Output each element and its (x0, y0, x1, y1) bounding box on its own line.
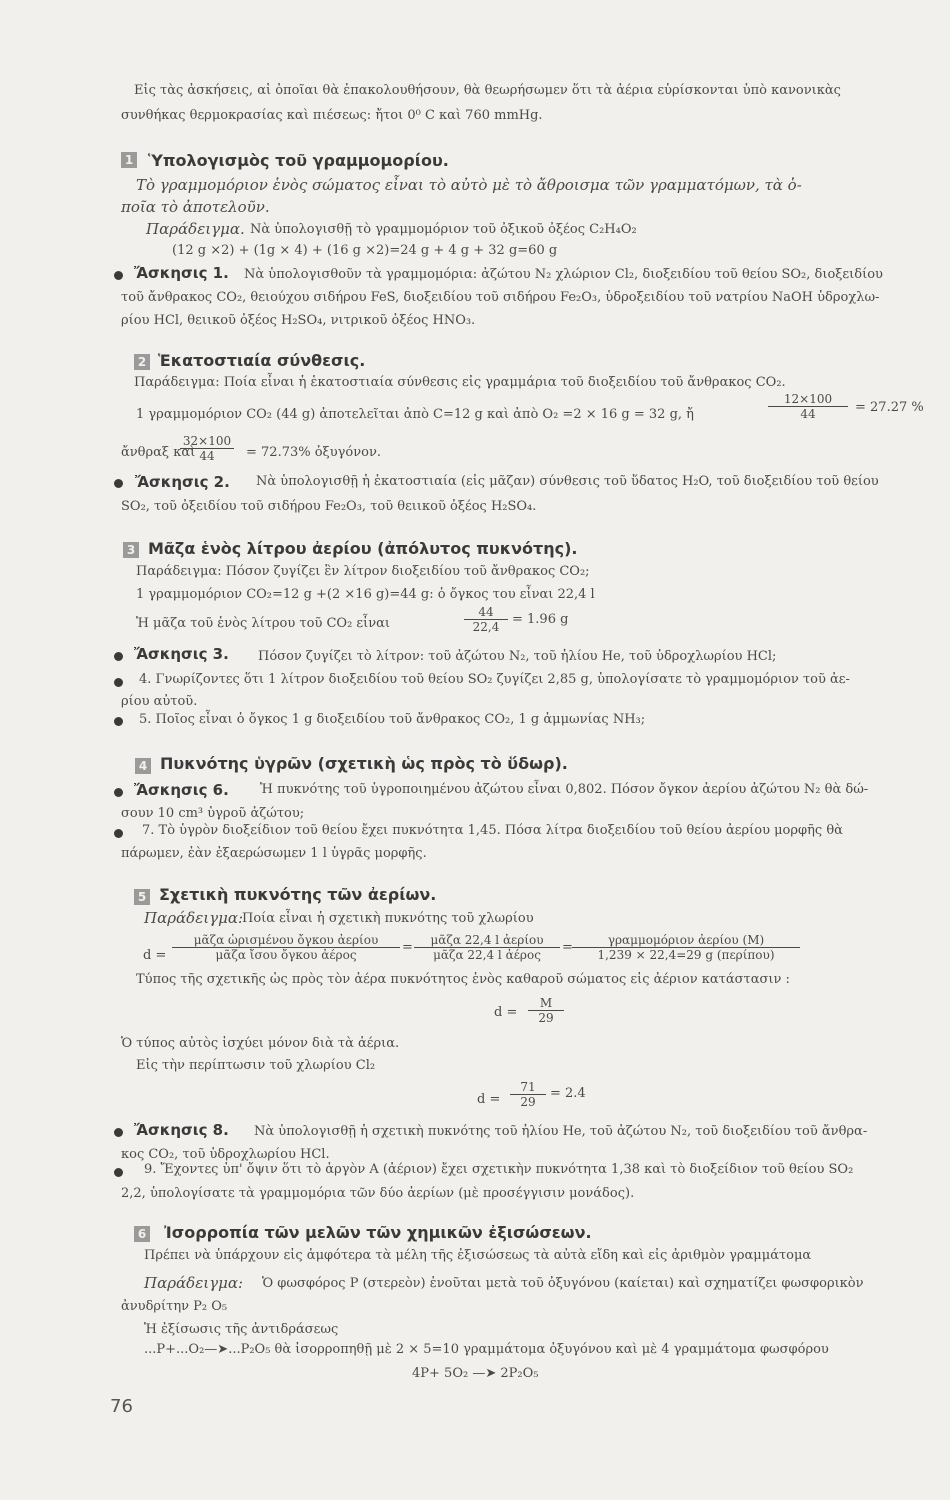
fraction (172, 933, 400, 962)
fraction-numerator: M (528, 996, 564, 1011)
example-text: Παράδειγμα: Ποία εἶναι ἡ ἑκατοστιαία σύνθεσις εἰς γραμμάρια τοῦ διοξειδίου τοῦ ἄνθρακος CO₂. (134, 375, 786, 390)
fraction-denominator: 29 (520, 1095, 536, 1109)
fraction-denominator: 22,4 (472, 620, 500, 634)
note-text: Εἰς τὴν περίπτωσιν τοῦ χλωρίου Cl₂ (136, 1058, 376, 1073)
bullet-icon (114, 479, 123, 488)
calculation-line: ἄνθραξ καὶ (121, 445, 196, 460)
intro-line-2: συνθήκας θερμοκρασίας καὶ πιέσεως: ἤτοι 0⁰ C καὶ 760 mmHg. (121, 108, 543, 123)
exercise-text: 5. Ποῖος εἶναι ὁ ὄγκος 1 g διοξειδίου τοῦ ἄνθρακος CO₂, 1 g ἀμμωνίας NH₃; (139, 712, 646, 727)
fraction-numerator: 44 (464, 605, 508, 620)
fraction (572, 933, 800, 962)
exercise-label: Ἄσκησις 6. (134, 781, 229, 799)
fraction-numerator: 71 (510, 1080, 546, 1095)
exercise-text: SO₂, τοῦ ὀξειδίου τοῦ σιδήρου Fe₂O₃, τοῦ θειικοῦ ὀξέος H₂SO₄. (121, 499, 537, 514)
example-text: Νὰ ὑπολογισθῇ τὸ γραμμομόριον τοῦ ὀξικοῦ ὀξέος C₂H₄O₂ (250, 222, 637, 237)
exercise-text: πάρωμεν, ἐὰν ἐξαερώσωμεν 1 l ὑγρᾶς μορφῆς. (121, 846, 427, 861)
exercise-label: Ἄσκησις 2. (135, 473, 230, 491)
fraction-denominator: 29 (538, 1011, 554, 1025)
exercise-text: ρίου HCl, θειικοῦ ὀξέος H₂SO₄, νιτρικοῦ ὀξέος HNO₃. (121, 313, 476, 328)
section-number-box: 5 (134, 889, 150, 905)
fraction (528, 996, 564, 1025)
fraction-numerator: μᾶζα 22,4 l ἀερίου (414, 933, 560, 948)
result: = 2.4 (550, 1086, 586, 1101)
fraction-numerator: μᾶζα ὡρισμένου ὄγκου ἀερίου (172, 933, 400, 948)
chemical-equation: 4P+ 5O₂ —➤ 2P₂O₅ (412, 1366, 539, 1381)
fraction-denominator: 1,239 × 22,4=29 g (περίπου) (597, 948, 775, 962)
formula-d-label: d = (477, 1092, 501, 1107)
example-label: Παράδειγμα: (144, 909, 244, 927)
exercise-label: Ἄσκησις 8. (134, 1121, 229, 1139)
bullet-icon (114, 717, 123, 726)
example-text: Παράδειγμα: Πόσον ζυγίζει ἓν λίτρον διοξειδίου τοῦ ἄνθρακος CO₂; (136, 564, 590, 579)
section-heading: Ἑκατοστιαία σύνθεσις. (158, 351, 366, 370)
result: = 1.96 g (512, 612, 569, 627)
exercise-text: ρίου αὐτοῦ. (121, 694, 198, 709)
result: = 27.27 % (855, 400, 924, 415)
body-text: Ἡ ἐξίσωσις τῆς ἀντιδράσεως (144, 1322, 339, 1337)
exercise-text: Νὰ ὑπολογισθοῦν τὰ γραμμομόρια: ἀζώτου N₂ χλώριον Cl₂, διοξειδίου τοῦ θείου SO₂, διοξειδίου (244, 267, 883, 282)
exercise-text: 4. Γνωρίζοντες ὅτι 1 λίτρον διοξειδίου τοῦ θείου SO₂ ζυγίζει 2,85 g, ὑπολογίσατε τὸ γραμμομόριον τοῦ ἀε- (139, 672, 850, 687)
formula-description: Τύπος τῆς σχετικῆς ὡς πρὸς τὸν ἀέρα πυκνότητος ἑνὸς καθαροῦ σώματος εἰς ἀέριον κατάστασιν : (136, 972, 790, 987)
section-number-box: 3 (123, 542, 139, 558)
exercise-label: Ἄσκησις 1. (134, 264, 229, 282)
section-heading: Μᾶζα ἑνὸς λίτρου ἀερίου (ἀπόλυτος πυκνότης). (148, 539, 578, 558)
exercise-text: 2,2, ὑπολογίσατε τὰ γραμμομόρια τῶν δύο ἀερίων (μὲ προσέγγισιν μονάδος). (121, 1186, 635, 1201)
result: = 72.73% ὀξυγόνον. (246, 445, 381, 460)
bullet-icon (114, 652, 123, 661)
note-text: Ὁ τύπος αὐτὸς ἰσχύει μόνον διὰ τὰ ἀέρια. (121, 1036, 400, 1051)
fraction (180, 434, 234, 463)
exercise-text: Πόσον ζυγίζει τὸ λίτρον: τοῦ ἀζώτου N₂, τοῦ ἡλίου He, τοῦ ὑδροχλωρίου HCl; (258, 649, 777, 664)
fraction-denominator: 44 (199, 449, 215, 463)
equals-sign: = (562, 940, 573, 955)
section-number-box: 4 (135, 758, 151, 774)
section-heading: Σχετικὴ πυκνότης τῶν ἀερίων. (159, 885, 437, 904)
exercise-label: Ἄσκησις 3. (134, 645, 229, 663)
bullet-icon (114, 1168, 123, 1177)
fraction-numerator: 12×100 (768, 392, 848, 407)
bullet-icon (114, 829, 123, 838)
calculation-line: Ἡ μᾶζα τοῦ ἑνὸς λίτρου τοῦ CO₂ εἶναι (136, 616, 391, 631)
intro-line-1: Εἰς τὰς ἀσκήσεις, αἱ ὁποῖαι θὰ ἐπακολουθήσουν, θὰ θεωρήσωμεν ὅτι τὰ ἀέρια εὑρίσκονται ὑπὸ κανονικὰς (134, 83, 841, 98)
section-number-box: 1 (121, 152, 137, 168)
bullet-icon (114, 788, 123, 797)
exercise-text: Νὰ ὑπολογισθῇ ἡ ἑκατοστιαία (εἰς μᾶζαν) σύνθεσις τοῦ ὕδατος H₂O, τοῦ διοξειδίου τοῦ θείου (256, 474, 879, 489)
section-number-box: 2 (134, 354, 150, 370)
body-text: ...P+...O₂—➤...P₂O₅ θὰ ἰσορροπηθῇ μὲ 2 × 5=10 γραμμάτομα ὀξυγόνου καὶ μὲ 4 γραμμάτομα φωσφόρου (144, 1342, 829, 1357)
fraction (510, 1080, 546, 1109)
body-text: Πρέπει νὰ ὑπάρχουν εἰς ἀμφότερα τὰ μέλη τῆς ἐξισώσεως τὰ αὐτὰ εἴδη καὶ εἰς ἀριθμὸν γραμμάτομα (144, 1248, 812, 1263)
fraction-denominator: 44 (800, 407, 816, 421)
exercise-text: Ἡ πυκνότης τοῦ ὑγροποιημένου ἀζώτου εἶναι 0,802. Πόσον ὄγκον ἀερίου ἀζώτου N₂ θὰ δώ- (260, 782, 869, 797)
exercise-text: 9. Ἔχοντες ὑπ' ὄψιν ὅτι τὸ ἀργὸν A (ἀέριον) ἔχει σχετικὴν πυκνότητα 1,38 καὶ τὸ διοξείδιον τοῦ θείου SO₂ (144, 1162, 854, 1177)
calculation-line: 1 γραμμομόριον CO₂=12 g +(2 ×16 g)=44 g: ὁ ὄγκος του εἶναι 22,4 l (136, 587, 595, 602)
fraction-numerator: 32×100 (180, 434, 234, 449)
section-heading: Ὑπολογισμὸς τοῦ γραμμομορίου. (148, 151, 449, 170)
example-label: Παράδειγμα. (146, 220, 245, 238)
section-heading: Ἰσορροπία τῶν μελῶν τῶν χημικῶν ἐξισώσεων. (164, 1223, 592, 1242)
page-number: 76 (110, 1396, 133, 1417)
formula-d-label: d = (494, 1005, 518, 1020)
exercise-text: 7. Τὸ ὑγρὸν διοξείδιον τοῦ θείου ἔχει πυκνότητα 1,45. Πόσα λίτρα διοξειδίου τοῦ θείου ἀερίου μορφῆς θὰ (142, 823, 843, 838)
exercise-text: σουν 10 cm³ ὑγροῦ ἀζώτου; (121, 806, 305, 821)
example-label: Παράδειγμα: (144, 1274, 244, 1292)
fraction (464, 605, 508, 634)
example-text: Ὁ φωσφόρος P (στερεὸν) ἑνοῦται μετὰ τοῦ ὀξυγόνου (καίεται) καὶ σχηματίζει φωσφορικὸν (262, 1276, 864, 1291)
definition-line-1: Τὸ γραμμομόριον ἑνὸς σώματος εἶναι τὸ αὐτὸ μὲ τὸ ἄθροισμα τῶν γραμματόμων, τὰ ὁ- (136, 176, 802, 194)
bullet-icon (114, 1128, 123, 1137)
fraction (414, 933, 560, 962)
calculation-line: 1 γραμμομόριον CO₂ (44 g) ἀποτελεῖται ἀπὸ C=12 g καὶ ἀπὸ O₂ =2 × 16 g = 32 g, ἤ (136, 407, 694, 422)
section-number-box: 6 (134, 1226, 150, 1242)
equals-sign: = (402, 940, 413, 955)
example-calculation: (12 g ×2) + (1g × 4) + (16 g ×2)=24 g + 4 g + 32 g=60 g (172, 243, 558, 258)
definition-line-2: ποῖα τὸ ἀποτελοῦν. (121, 198, 270, 216)
fraction (768, 392, 848, 421)
exercise-text: Νὰ ὑπολογισθῇ ἡ σχετικὴ πυκνότης τοῦ ἡλίου He, τοῦ ἀζώτου N₂, τοῦ διοξειδίου τοῦ ἄνθρα- (254, 1124, 868, 1139)
bullet-icon (114, 271, 123, 280)
body-text: ἀνυδρίτην P₂ O₅ (121, 1299, 228, 1314)
fraction-numerator: γραμμομόριον ἀερίου (M) (572, 933, 800, 948)
example-text: Ποία εἶναι ἡ σχετικὴ πυκνότης τοῦ χλωρίου (242, 911, 534, 926)
section-heading: Πυκνότης ὑγρῶν (σχετικὴ ὡς πρὸς τὸ ὕδωρ). (160, 754, 568, 773)
fraction-denominator: μᾶζα ἴσου ὄγκου ἀέρος (215, 948, 357, 962)
exercise-text: τοῦ ἄνθρακος CO₂, θειούχου σιδήρου FeS, διοξειδίου τοῦ σιδήρου Fe₂O₃, ὑδροξειδίου τοῦ νατρίου NaOH ὑδροχλω- (121, 290, 880, 305)
exercise-text: κος CO₂, τοῦ ὑδροχλωρίου HCl. (121, 1147, 330, 1162)
bullet-icon (114, 678, 123, 687)
fraction-denominator: μᾶζα 22,4 l ἀέρος (433, 948, 541, 962)
formula-d-label: d = (143, 948, 167, 963)
